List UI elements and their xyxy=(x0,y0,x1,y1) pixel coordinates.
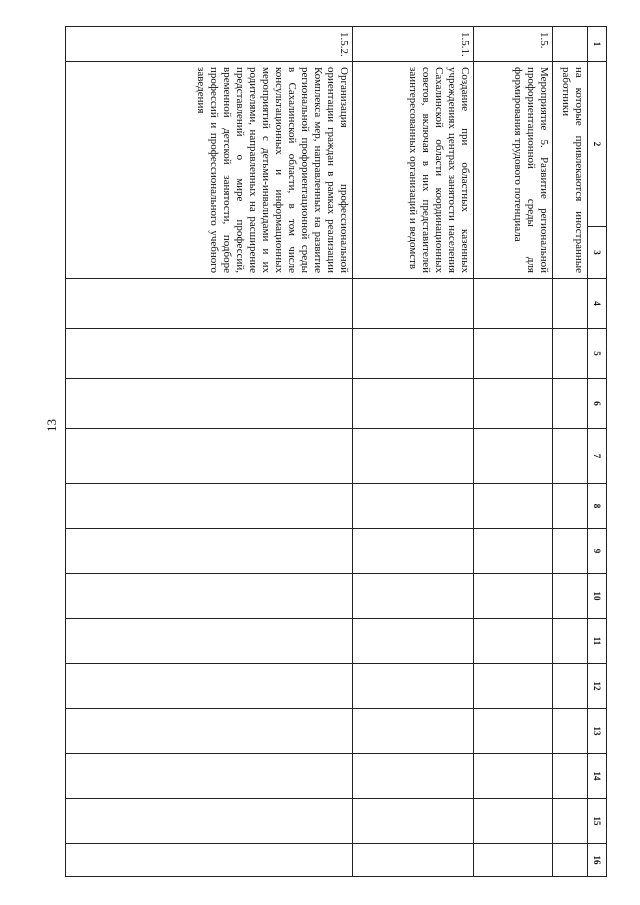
empty-cell xyxy=(474,709,553,754)
empty-cell xyxy=(353,529,474,574)
row-number: 1.5. xyxy=(474,27,553,62)
empty-cell xyxy=(474,844,553,877)
empty-cell xyxy=(353,709,474,754)
table-row xyxy=(353,27,474,877)
empty-cell xyxy=(553,329,588,379)
empty-cell xyxy=(553,484,588,529)
empty-cell xyxy=(353,844,474,877)
empty-cell xyxy=(553,529,588,574)
row-description: Мероприятие 5. Развитие региональной профориентационной среды для формирования трудового потенциала xyxy=(474,62,553,279)
empty-cell xyxy=(66,799,353,844)
column-header: 13 xyxy=(588,709,607,754)
column-header: 10 xyxy=(588,574,607,619)
header-row xyxy=(588,27,607,877)
empty-cell xyxy=(553,619,588,664)
empty-cell xyxy=(353,664,474,709)
row-description: Организация профессиональной ориентации граждан в рамках реализации Комплекса мер, направленных на развитие региональной профориентационной среды в Сахалинской области, в том числе консультационных и информационных мероприятий с детьми-инвалидами и их родителями, направленных на расширение представлений о мире профессий, временной детской занятости, подборе профессий и профессионального учебного заведения xyxy=(66,62,353,279)
empty-cell xyxy=(474,664,553,709)
empty-cell xyxy=(353,379,474,429)
empty-cell xyxy=(353,754,474,799)
column-header: 4 xyxy=(588,279,607,329)
empty-cell xyxy=(66,844,353,877)
empty-cell xyxy=(353,429,474,484)
page-number: 13 xyxy=(44,419,59,432)
table-row xyxy=(66,27,353,877)
empty-cell xyxy=(66,529,353,574)
empty-cell xyxy=(66,484,353,529)
row-number: 1.5.1. xyxy=(353,27,474,62)
empty-cell xyxy=(66,664,353,709)
empty-cell xyxy=(474,619,553,664)
rotated-table-frame xyxy=(70,26,607,876)
empty-cell xyxy=(66,619,353,664)
empty-cell xyxy=(66,279,353,329)
table-row xyxy=(474,27,553,877)
column-header: 1 xyxy=(588,27,607,62)
empty-cell xyxy=(553,709,588,754)
empty-cell xyxy=(474,279,553,329)
empty-cell xyxy=(553,429,588,484)
empty-cell xyxy=(353,484,474,529)
empty-cell xyxy=(353,574,474,619)
empty-cell xyxy=(66,754,353,799)
column-header: 12 xyxy=(588,664,607,709)
empty-cell xyxy=(66,379,353,429)
row-description: на которые привлекаются иностранные работники xyxy=(553,62,588,279)
column-header: 15 xyxy=(588,799,607,844)
column-header: 11 xyxy=(588,619,607,664)
table-row xyxy=(553,27,588,877)
empty-cell xyxy=(553,379,588,429)
empty-cell xyxy=(353,799,474,844)
row-description: Создание при областных казенных учреждениях центрах занятости населения Сахалинской области координационных советов, включая в них представителей заинтересованных организаций и ведомств xyxy=(353,62,474,279)
empty-cell xyxy=(353,329,474,379)
empty-cell xyxy=(353,619,474,664)
column-header: 14 xyxy=(588,754,607,799)
empty-cell xyxy=(474,484,553,529)
column-header: 6 xyxy=(588,379,607,429)
empty-cell xyxy=(553,574,588,619)
empty-cell xyxy=(474,429,553,484)
row-number: 1.5.2. xyxy=(66,27,353,62)
empty-cell xyxy=(553,799,588,844)
column-header: 2 xyxy=(588,62,607,227)
empty-cell xyxy=(474,529,553,574)
column-header: 16 xyxy=(588,844,607,877)
empty-cell xyxy=(353,279,474,329)
empty-cell xyxy=(474,799,553,844)
column-header: 8 xyxy=(588,484,607,529)
column-header: 7 xyxy=(588,429,607,484)
empty-cell xyxy=(474,754,553,799)
empty-cell xyxy=(553,279,588,329)
program-table xyxy=(65,26,607,877)
column-header: 3 xyxy=(588,227,607,279)
empty-cell xyxy=(66,329,353,379)
column-header: 9 xyxy=(588,529,607,574)
empty-cell xyxy=(66,574,353,619)
empty-cell xyxy=(553,754,588,799)
row-number xyxy=(553,27,588,62)
column-header: 5 xyxy=(588,329,607,379)
empty-cell xyxy=(474,574,553,619)
empty-cell xyxy=(474,329,553,379)
empty-cell xyxy=(66,429,353,484)
empty-cell xyxy=(553,844,588,877)
empty-cell xyxy=(553,664,588,709)
empty-cell xyxy=(474,379,553,429)
empty-cell xyxy=(66,709,353,754)
